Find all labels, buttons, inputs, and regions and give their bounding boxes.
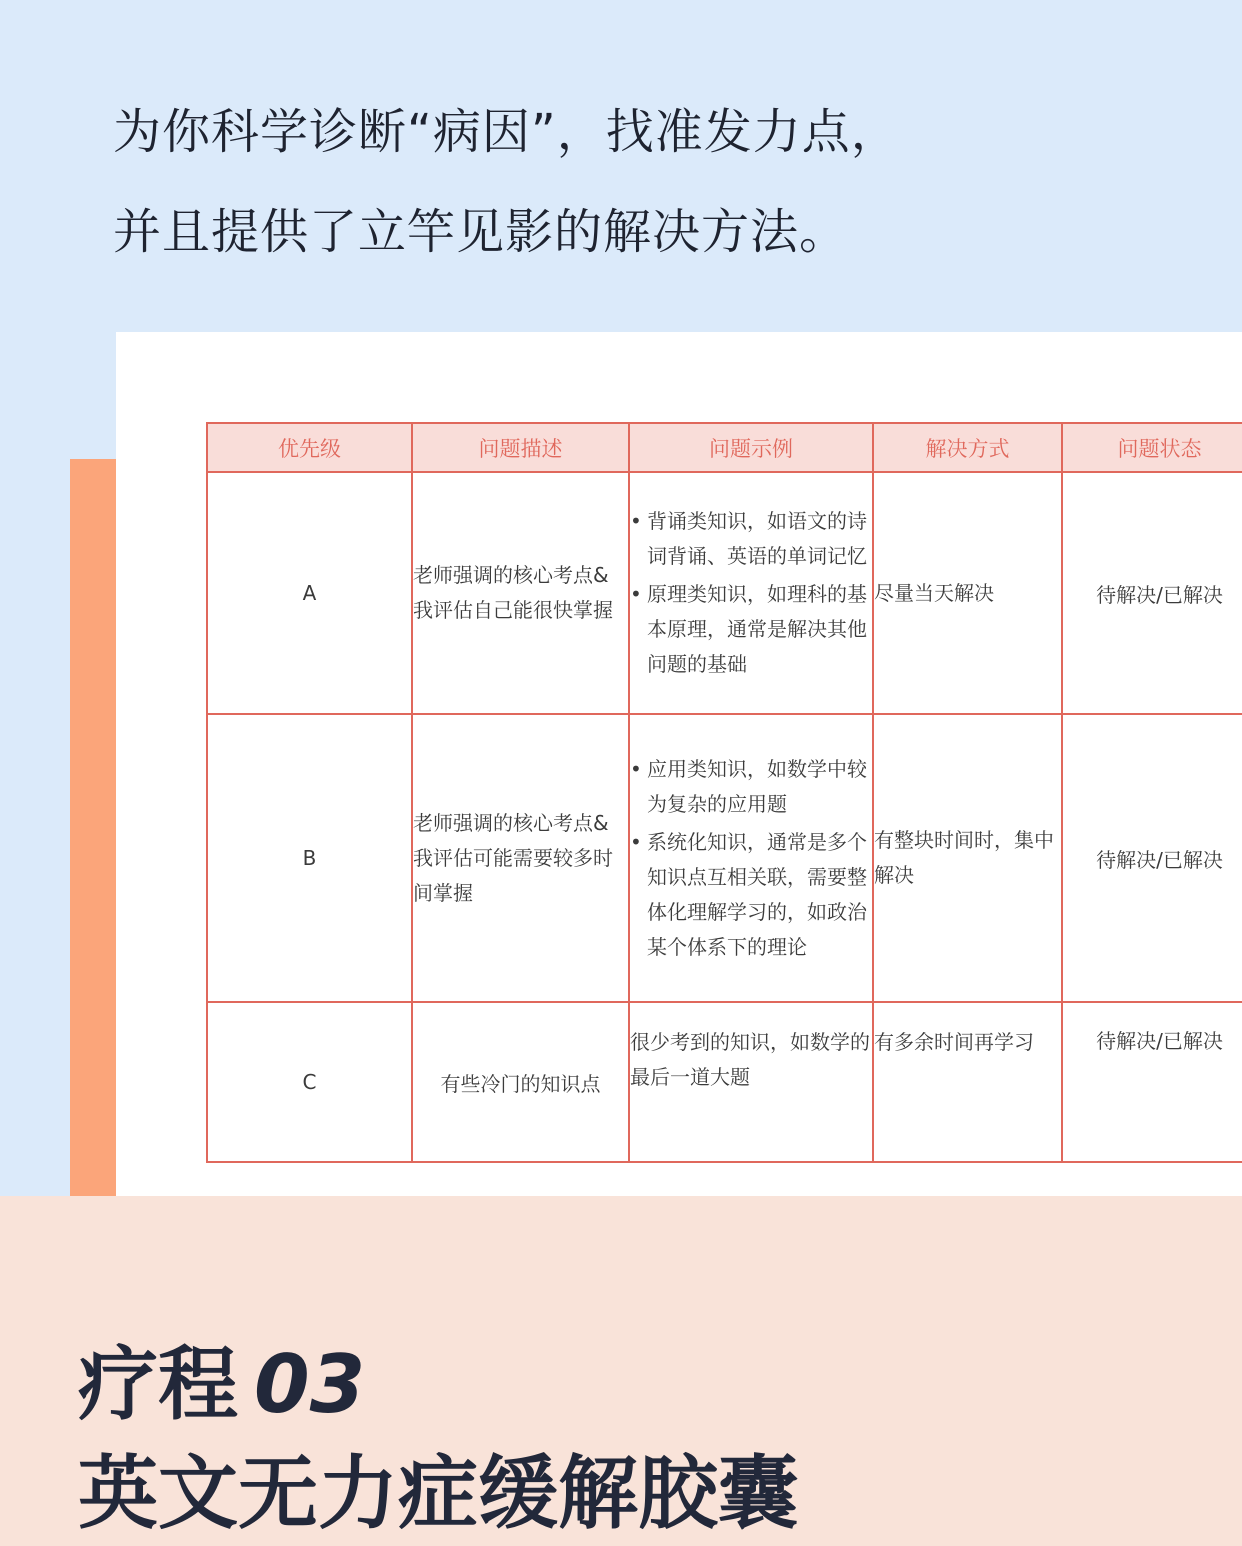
- table-row: [207, 472, 1242, 714]
- intro-line-2: 并且提供了立竿见影的解决方法。: [113, 204, 849, 260]
- description-cell: 有些冷门的知识点: [412, 1002, 629, 1162]
- example-item: • 原理类知识，如理科的基本原理，通常是解决其他问题的基础: [630, 577, 872, 682]
- description-cell: 老师强调的核心考点& 我评估自己能很快掌握: [412, 472, 629, 714]
- table-row: [207, 714, 1242, 1002]
- header-solution: 解决方式: [873, 423, 1062, 472]
- priority-cell: C: [207, 1002, 412, 1162]
- course-number: 03: [254, 1338, 366, 1431]
- example-item: • 应用类知识，如数学中较为复杂的应用题: [630, 752, 872, 822]
- solution-cell: 有整块时间时，集中解决: [873, 714, 1062, 1002]
- example-item: • 背诵类知识，如语文的诗词背诵、英语的单词记忆: [630, 504, 872, 574]
- examples-cell: 很少考到的知识，如数学的最后一道大题: [629, 1002, 873, 1162]
- header-description: 问题描述: [412, 423, 629, 472]
- course-label: 疗程: [78, 1338, 238, 1431]
- status-cell: 待解决/已解决: [1062, 714, 1242, 1002]
- course-title: 英文无力症缓解胶囊: [78, 1447, 798, 1540]
- description-cell: 老师强调的核心考点& 我评估可能需要较多时间掌握: [412, 714, 629, 1002]
- example-list: [630, 752, 872, 965]
- status-cell: 待解决/已解决: [1062, 472, 1242, 714]
- status-cell: 待解决/已解决: [1062, 1002, 1242, 1162]
- example-list: [630, 504, 872, 682]
- course-heading: [78, 1335, 365, 1435]
- solution-cell: 尽量当天解决: [873, 472, 1062, 714]
- table-header-row: [207, 423, 1242, 472]
- intro-text: [113, 82, 1213, 282]
- priority-cell: A: [207, 472, 412, 714]
- solution-cell: 有多余时间再学习: [873, 1002, 1062, 1162]
- intro-line-1: 为你科学诊断“病因”，找准发力点，: [113, 104, 900, 160]
- priority-table: [206, 422, 1242, 1163]
- examples-cell: [629, 714, 873, 1002]
- header-examples: 问题示例: [629, 423, 873, 472]
- example-item: • 系统化知识，通常是多个知识点互相关联，需要整体化理解学习的，如政治某个体系下的理论: [630, 825, 872, 965]
- accent-bar: [70, 459, 116, 1196]
- examples-cell: [629, 472, 873, 714]
- table-row: [207, 1002, 1242, 1162]
- header-status: 问题状态: [1062, 423, 1242, 472]
- header-priority: 优先级: [207, 423, 412, 472]
- priority-cell: B: [207, 714, 412, 1002]
